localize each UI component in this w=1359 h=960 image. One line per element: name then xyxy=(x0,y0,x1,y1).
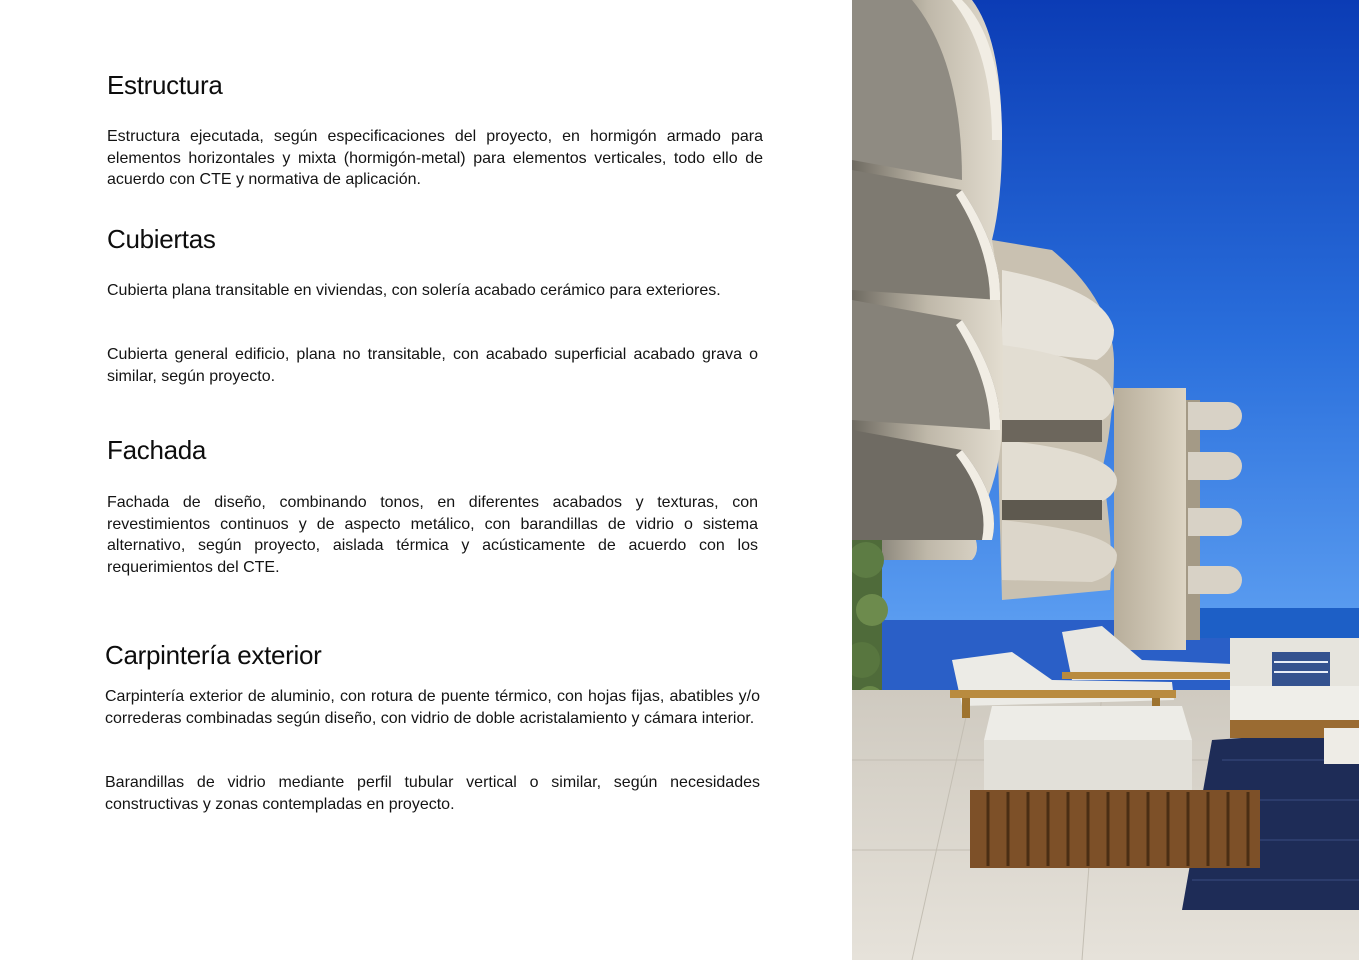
side-table xyxy=(1324,728,1359,764)
section-paragraph-cubiertas-1: Cubierta plana transitable en viviendas, con solería acabado cerámico para exteriores. xyxy=(107,282,721,299)
section-paragraph-estructura: Estructura ejecutada, según especificaciones del proyecto, en hormigón armado para elementos horizontales y mixta (hormigón-metal) para elementos verticales, todo ello de acuerdo con CTE y normativa de aplicación. xyxy=(107,128,763,188)
section-paragraph-carpinteria-2: Barandillas de vidrio mediante perfil tubular vertical o similar, según necesidades constructivas y zonas contempladas en proyecto. xyxy=(105,774,760,813)
section-paragraph-carpinteria-1: Carpintería exterior de aluminio, con rotura de puente térmico, con hojas fijas, abatibles y/o correderas combinadas según diseño, con vidrio de doble acristalamiento y cámara interior. xyxy=(105,688,760,727)
terrace-rendering-image xyxy=(852,0,1359,960)
foreground-building xyxy=(852,0,1003,560)
building-terrace-photo xyxy=(852,0,1359,960)
section-title-fachada: Fachada xyxy=(107,435,207,465)
section-title-estructura: Estructura xyxy=(107,70,223,100)
outdoor-sofa xyxy=(1230,638,1359,738)
section-title-cubiertas: Cubiertas xyxy=(107,224,216,254)
section-paragraph-cubiertas-2: Cubierta general edificio, plana no transitable, con acabado superficial acabado grava o similar, según proyecto. xyxy=(107,346,758,385)
section-title-carpinteria-exterior: Carpintería exterior xyxy=(105,640,322,670)
section-paragraph-fachada: Fachada de diseño, combinando tonos, en diferentes acabados y texturas, con revestimientos continuos y de aspecto metálico, con barandillas de vidrio o sistema alternativo, según proyecto, aislada térmica y acústicamente de acuerdo con los requerimientos del CTE. xyxy=(107,494,758,576)
